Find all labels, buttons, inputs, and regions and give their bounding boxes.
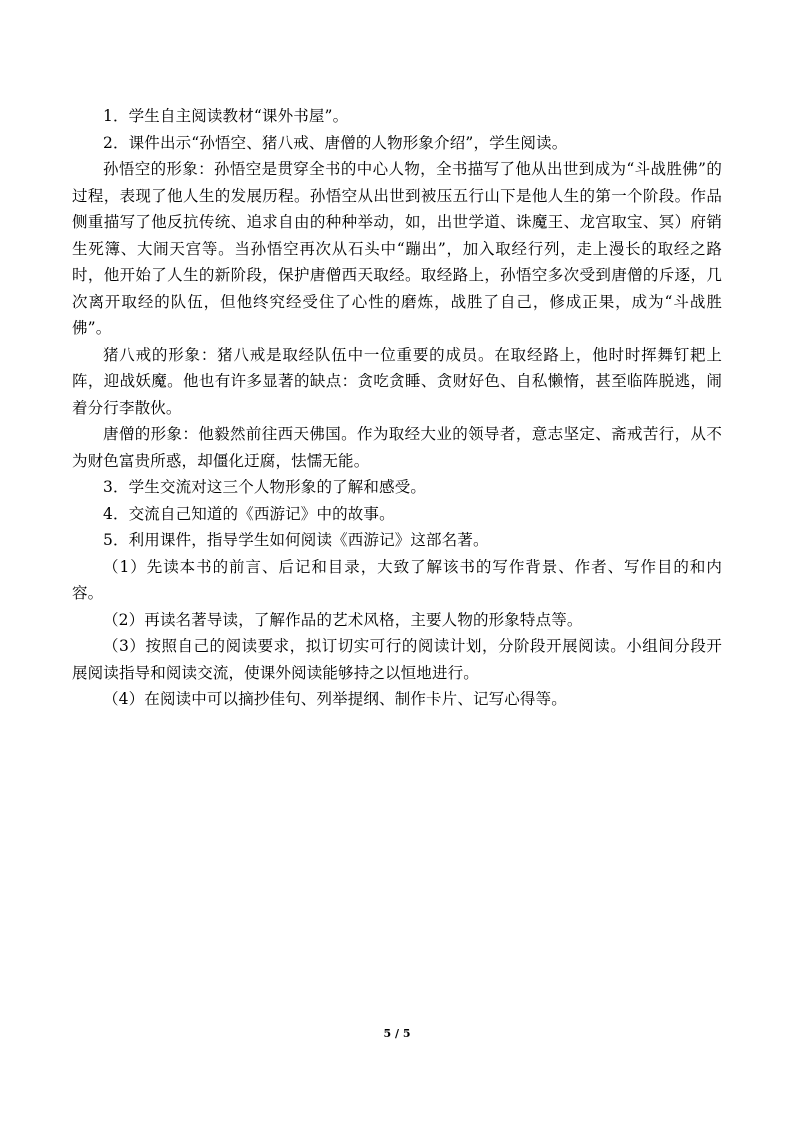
step-1-paragraph: 1．学生自主阅读教材“课外书屋”。 bbox=[103, 107, 349, 125]
sub-step-1-paragraph: （1）先读本书的前言、后记和目录，大致了解该书的写作背景、作者、写作目的和内容。 bbox=[72, 557, 722, 602]
sub-step-4-paragraph: （4）在阅读中可以摘抄佳句、列举提纲、制作卡片、记写心得等。 bbox=[103, 690, 567, 708]
step-2-paragraph: 2．课件出示“孙悟空、猪八戒、唐僧的人物形象介绍”，学生阅读。 bbox=[103, 133, 568, 152]
sub-step-2-paragraph: （2）再读名著导读，了解作品的艺术风格，主要人物的形象特点等。 bbox=[103, 610, 583, 629]
step-3-paragraph: 3．学生交流对这三个人物形象的了解和感受。 bbox=[103, 478, 427, 496]
sub-step-3-paragraph: （3）按照自己的阅读要求，拟订切实可行的阅读计划，分阶段开展阅读。小组间分段开展阅读指导和阅读交流，使课外阅读能够持之以恒地进行。 bbox=[72, 637, 722, 682]
page-number: 5 / 5 bbox=[383, 1027, 411, 1040]
tang-seng-paragraph: 唐僧的形象：他毅然前往西天佛国。作为取经大业的领导者，意志坚定、斋戒苦行，从不为财色富贵所惑，却僵化迂腐，怯懦无能。 bbox=[72, 425, 722, 470]
zhu-bajie-paragraph: 猪八戒的形象：猪八戒是取经队伍中一位重要的成员。在取经路上，他时时挥舞钉耙上阵，迎战妖魔。他也有许多显著的缺点：贪吃贪睡、贪财好色、自私懒惰，甚至临阵脱逃，闹着分行李散伙。 bbox=[72, 345, 722, 417]
sun-wukong-paragraph: 孙悟空的形象：孙悟空是贯穿全书的中心人物，全书描写了他从出世到成为“斗战胜佛”的过程，表现了他人生的发展历程。孙悟空从出世到被压五行山下是他人生的第一个阶段。作品侧重描写了他反抗传统、追求自由的种种举动，如，出世学道、诛魔王、龙宫取宝、冥）府销生死簿、大闹天宫等。当孙悟空再次从石头中“蹦出”，加入取经行列，走上漫长的取经之路时，他开始了人生的新阶段，保护唐僧西天取经。取经路上，孙悟空多次受到唐僧的斥逐，几次离开取经的队伍，但他终究经受住了心性的磨炼，战胜了自己，修成正果，成为“斗战胜佛”。 bbox=[72, 160, 722, 337]
document-body bbox=[72, 103, 722, 713]
step-5-paragraph: 5．利用课件，指导学生如何阅读《西游记》这部名著。 bbox=[103, 531, 489, 549]
step-4-paragraph: 4．交流自己知道的《西游记》中的故事。 bbox=[103, 504, 395, 523]
